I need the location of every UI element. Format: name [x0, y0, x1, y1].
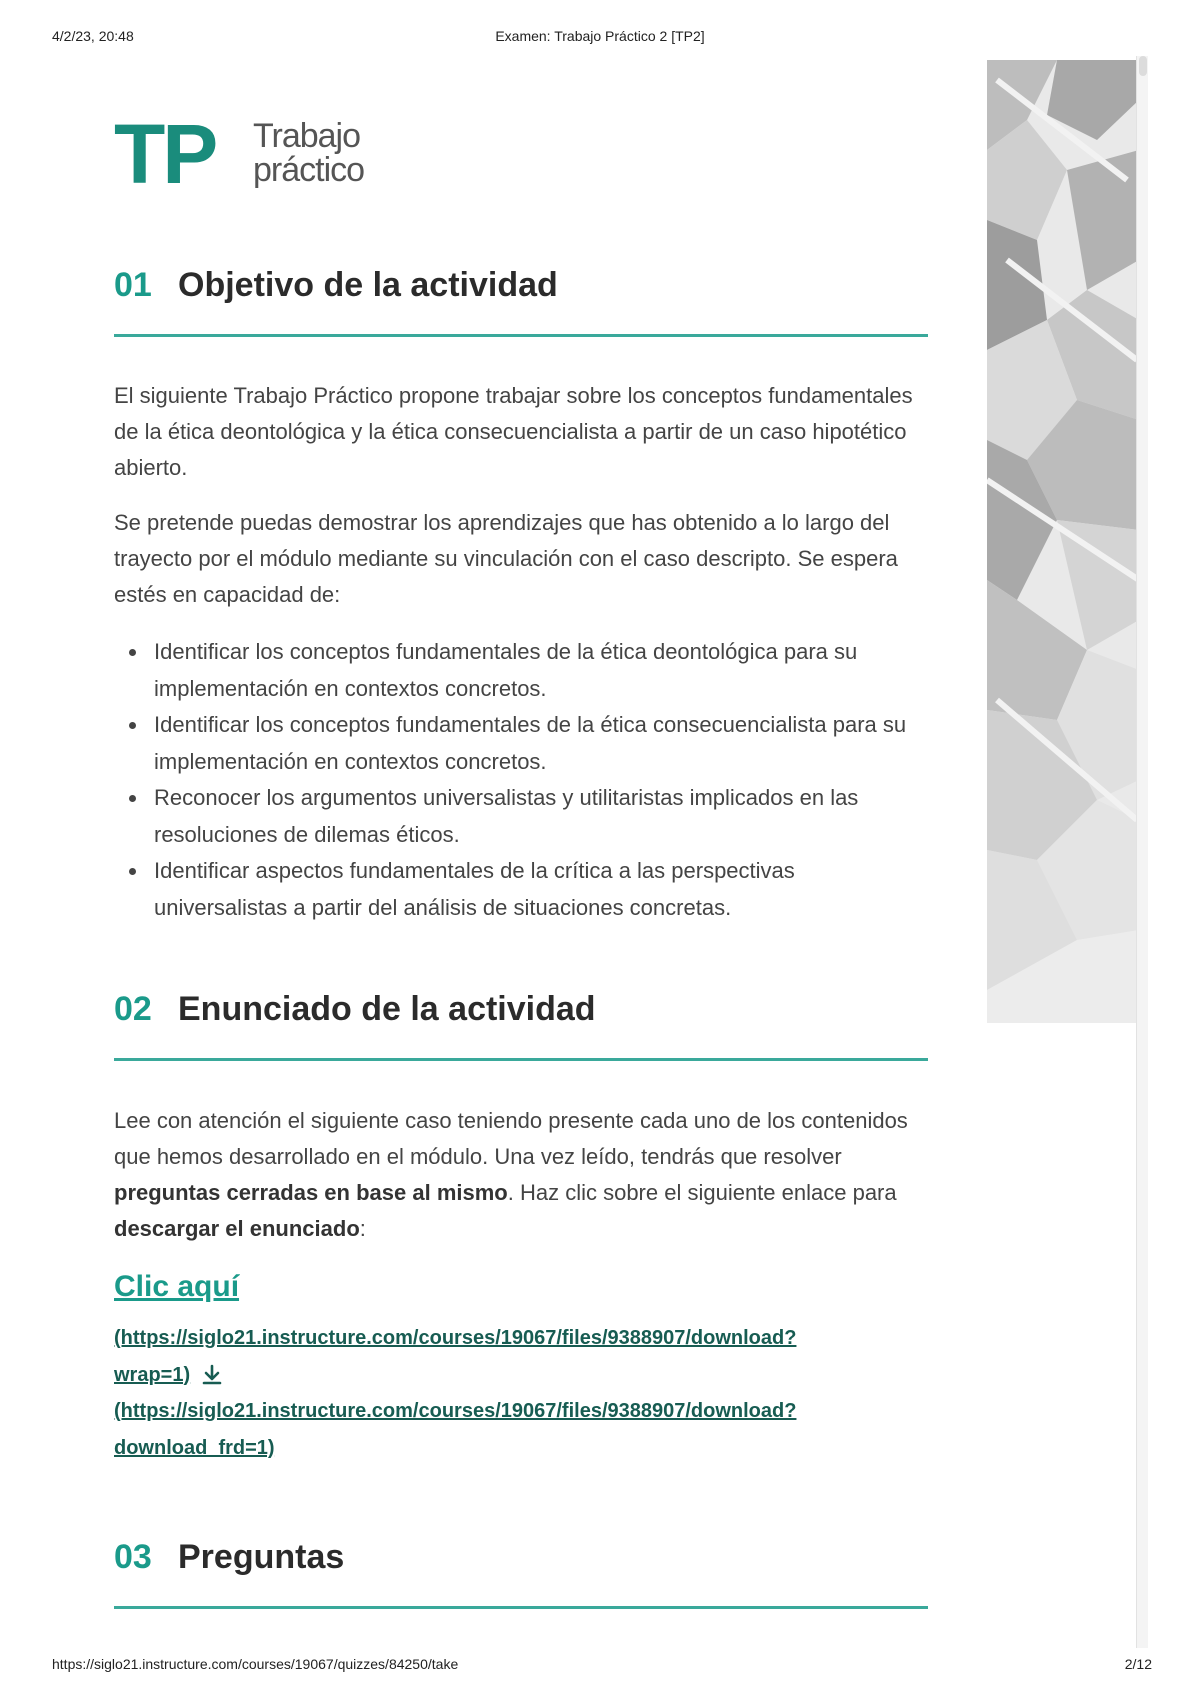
scrollbar-thumb[interactable]: [1139, 56, 1147, 76]
download-url-block: [114, 1320, 934, 1466]
paragraph-bold-text: descargar el enunciado: [114, 1216, 360, 1241]
bullet-icon: [129, 722, 136, 729]
decorative-side-image: [987, 60, 1139, 1023]
paragraph-text: . Haz clic sobre el siguiente enlace para: [507, 1180, 897, 1205]
section-2-number: 02: [114, 990, 152, 1028]
download-url-1-line-2[interactable]: wrap=1): [114, 1363, 191, 1386]
list-item-text: Identificar los conceptos fundamentales de la ética consecuencialista para su implementación en contextos concretos.: [154, 712, 907, 774]
section-3-heading: [114, 1534, 934, 1580]
section-3-number: 03: [114, 1538, 152, 1576]
section-1-paragraph-2: Se pretende puedas demostrar los aprendizajes que has obtenido a lo largo del trayecto por el módulo mediante su vinculación con el caso descripto. Se espera estés en capacidad de:: [114, 510, 898, 607]
section-1-title: Objetivo de la actividad: [178, 266, 558, 304]
logo-line2: práctico: [253, 151, 365, 189]
print-page-number: 2/12: [1124, 1656, 1152, 1672]
section-2-heading: [114, 986, 934, 1032]
print-header: [0, 28, 1200, 48]
list-item: [114, 780, 934, 853]
download-url-1-line-1[interactable]: (https://siglo21.instructure.com/courses/19067/files/9388907/download?: [114, 1327, 797, 1349]
list-item: [114, 707, 934, 780]
paragraph-bold-text: preguntas cerradas en base al mismo: [114, 1180, 508, 1205]
list-item-text: Identificar aspectos fundamentales de la crítica a las perspectivas universalistas a partir del análisis de situaciones concretas.: [154, 858, 795, 920]
print-url: https://siglo21.instructure.com/courses/19067/quizzes/84250/take: [52, 1656, 459, 1672]
section-2-paragraph: [114, 1103, 934, 1247]
download-link[interactable]: Clic aquí: [114, 1270, 240, 1303]
list-item: [114, 853, 934, 926]
tp-logo: [114, 107, 394, 202]
section-2-divider: [114, 1058, 928, 1061]
logo-abbr: TP: [114, 107, 216, 201]
section-1-heading: [114, 262, 934, 308]
print-title: Examen: Trabajo Práctico 2 [TP2]: [495, 28, 705, 44]
list-item: [114, 634, 934, 707]
paragraph-text: :: [359, 1216, 366, 1241]
bullet-icon: [129, 795, 136, 802]
section-1-paragraph-1: El siguiente Trabajo Práctico propone trabajar sobre los conceptos fundamentales de la ética deontológica y la ética consecuencialista a partir de un caso hipotético abierto.: [114, 383, 913, 480]
section-1-divider: [114, 334, 928, 337]
list-item-text: Reconocer los argumentos universalistas y utilitaristas implicados en las resoluciones de dilemas éticos.: [154, 785, 859, 847]
list-item-text: Identificar los conceptos fundamentales de la ética deontológica para su implementación en contextos concretos.: [154, 639, 858, 701]
section-3-title: Preguntas: [178, 1538, 345, 1576]
bullet-icon: [129, 868, 136, 875]
paragraph-text: Lee con atención el siguiente caso teniendo presente cada uno de los contenidos que hemos desarrollado en el módulo. Una vez leído, tendrás que resolver: [114, 1108, 908, 1169]
scrollbar[interactable]: [1136, 56, 1148, 1648]
download-url-2-line-2[interactable]: download_frd=1): [114, 1436, 275, 1459]
section-2-title: Enunciado de la actividad: [178, 990, 596, 1028]
print-date: 4/2/23, 20:48: [52, 28, 134, 44]
print-footer: [0, 1656, 1200, 1676]
bullet-icon: [129, 649, 136, 656]
section-3-divider: [114, 1606, 928, 1609]
download-icon[interactable]: [200, 1363, 224, 1387]
download-url-2-line-1[interactable]: (https://siglo21.instructure.com/courses/19067/files/9388907/download?: [114, 1400, 797, 1422]
section-1-number: 01: [114, 266, 152, 304]
objectives-list: [114, 634, 934, 926]
logo-line1: Trabajo: [253, 117, 361, 155]
